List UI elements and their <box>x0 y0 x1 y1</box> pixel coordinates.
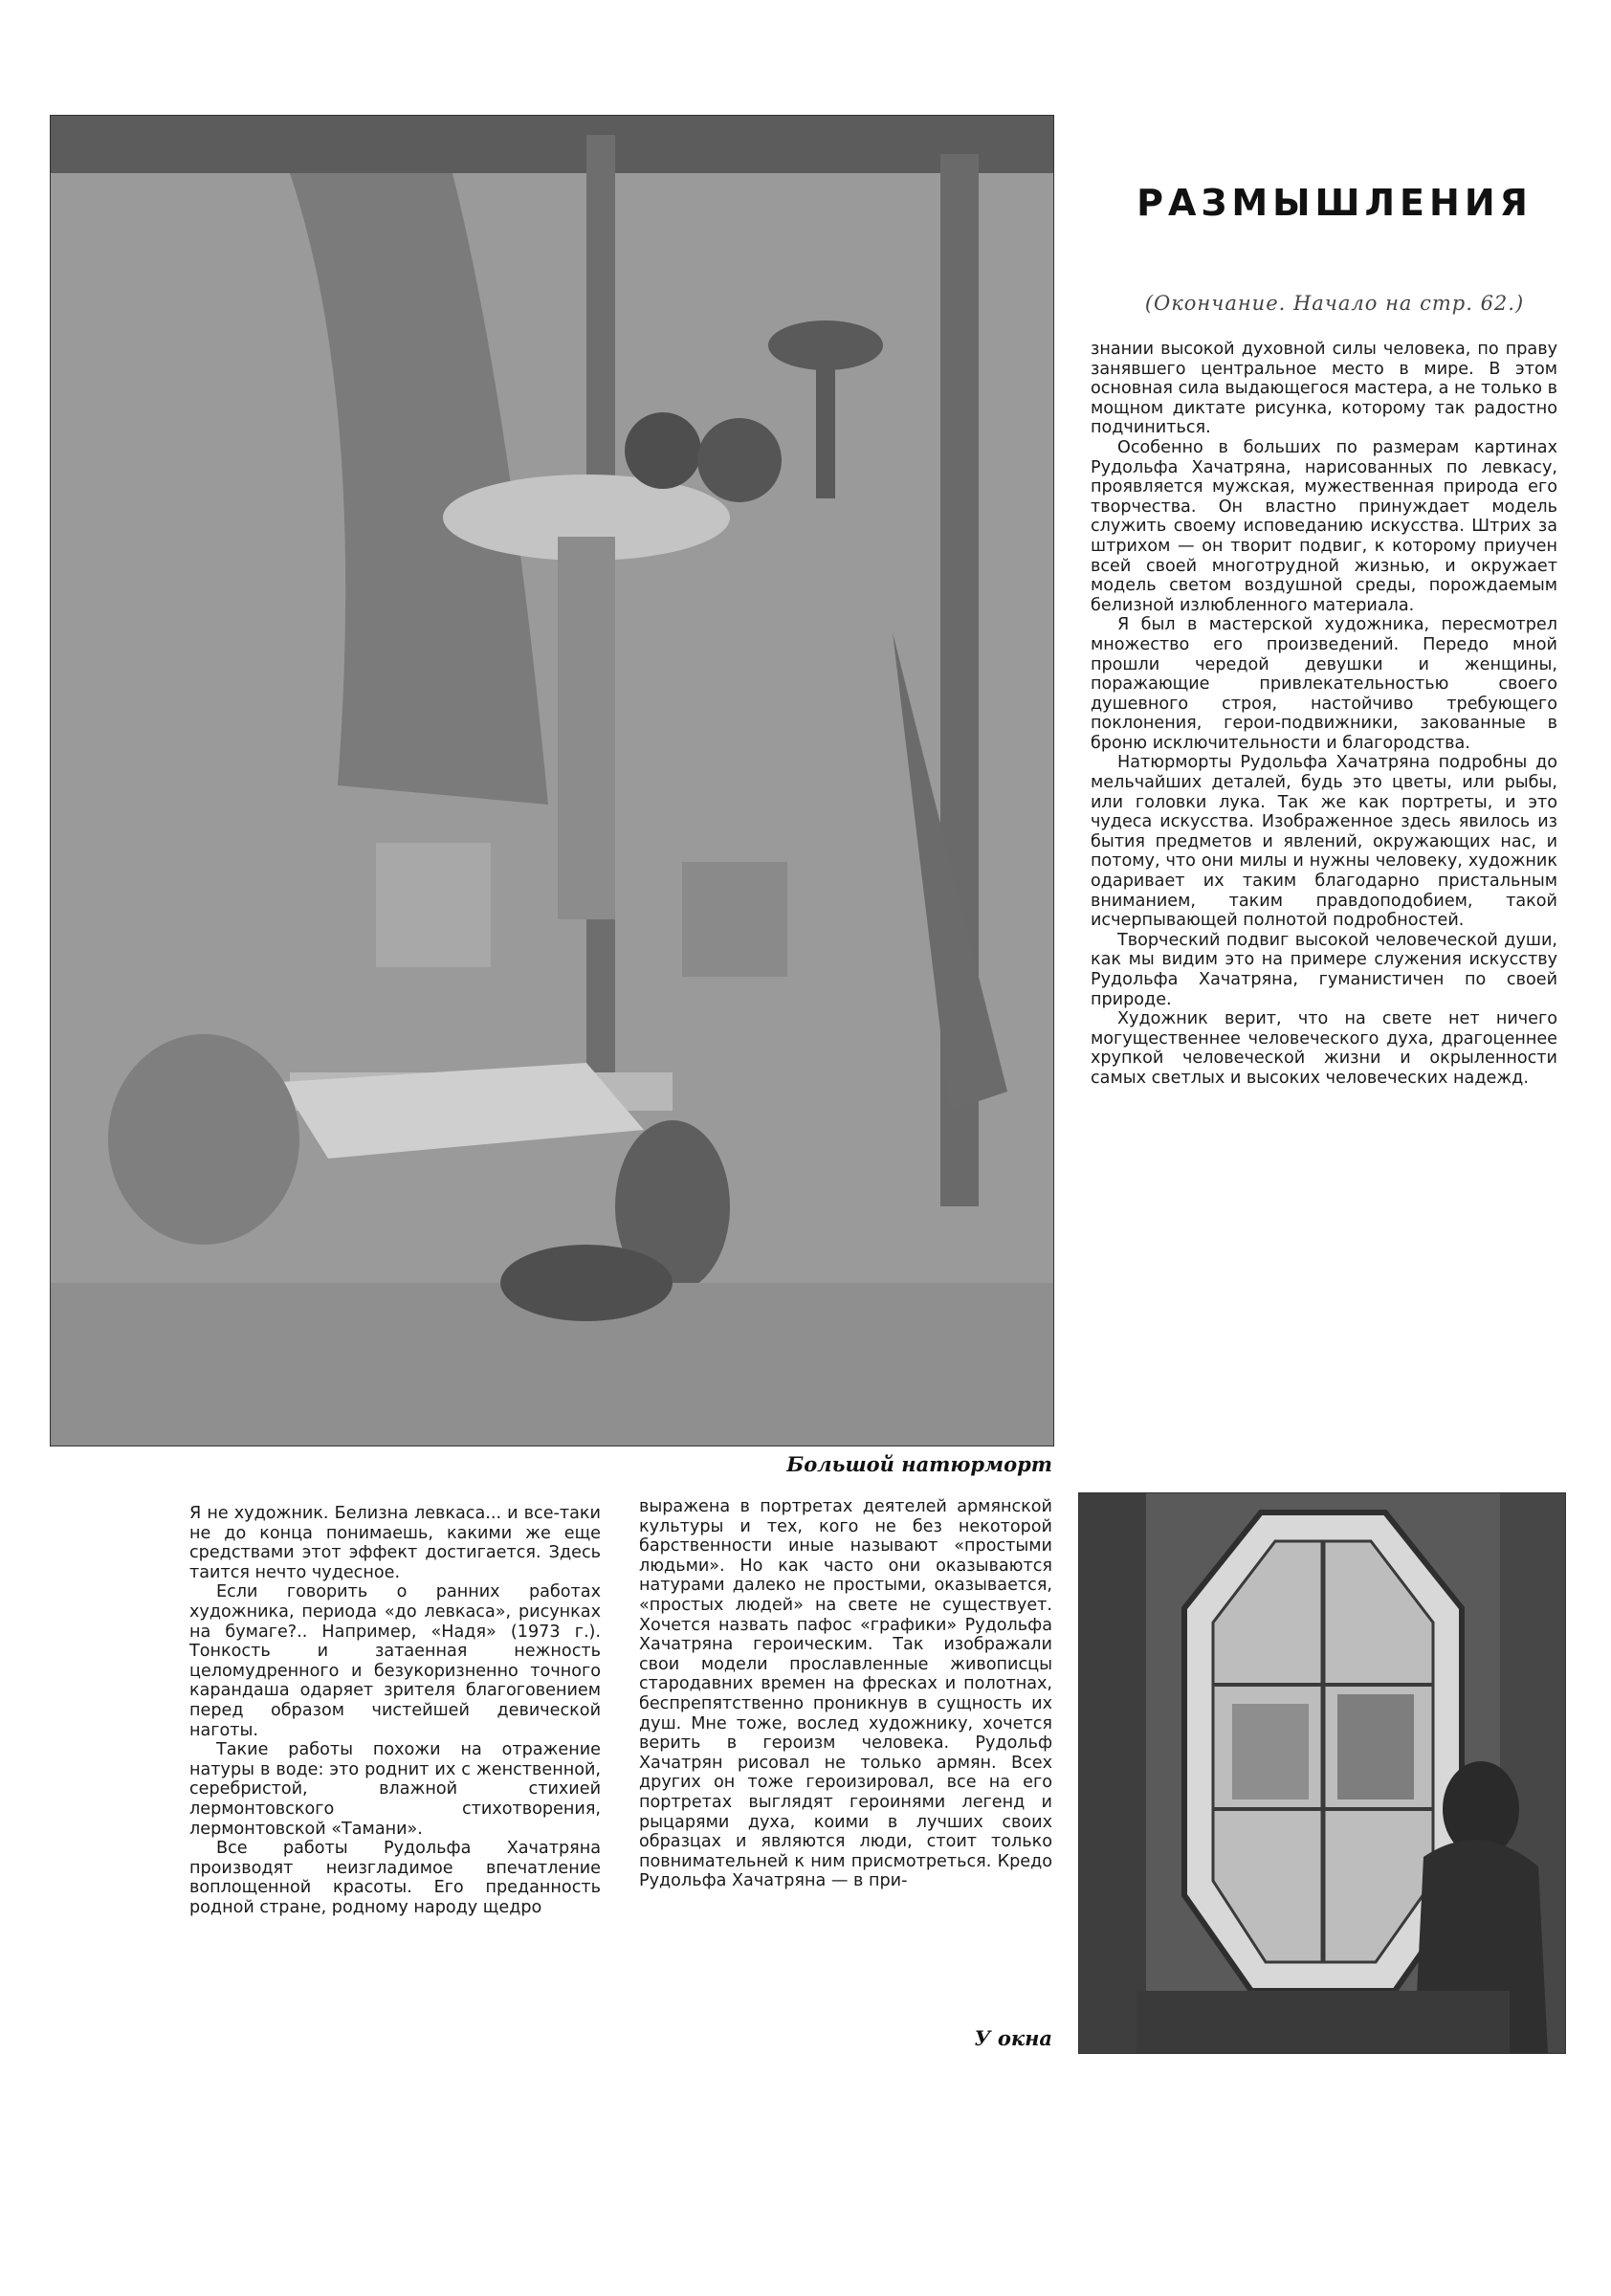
window-drawing <box>1079 1493 1565 2053</box>
paragraph: Все работы Рудольфа Хачатряна производят неизгладимое впечатление воплощенной красоты. Его преданность родной стране, родному народу щедро <box>189 1839 601 1917</box>
middle-text-column <box>639 1497 1052 1891</box>
paragraph: Я не художник. Белизна левкаса... и все-таки не до конца понимаешь, какими же еще средствами этот эффект достигается. Здесь таится нечто чудесное. <box>189 1504 601 1582</box>
right-text-column <box>1091 340 1557 1089</box>
window-caption: У окна <box>974 2026 1052 2050</box>
paragraph: Художник верит, что на свете нет ничего могущественнее человеческого духа, драгоценнее хрупкой человеческой жизни и окрыленности самых светлых и высоких человеческих надежд. <box>1091 1009 1557 1088</box>
paragraph: Такие работы похожи на отражение натуры в воде: это роднит их с женственной, серебристой, влажной стихией лермонтовского стихотворения, лермонтовской «Тамани». <box>189 1740 601 1839</box>
paragraph: Я был в мастерской художника, пересмотрел множество его произведений. Передо мной прошли чередой девушки и женщины, поражающие привлекательностью своего душевного строя, настойчиво требующего поклонения, герои-подвижники, закованные в броню исключительности и благородства. <box>1091 615 1557 753</box>
paragraph: Если говорить о ранних работах художника, периода «до левкаса», рисунках на бумаге?.. Например, «Надя» (1973 г.). Тонкость и затаенная нежность целомудренного и безукоризненно точного карандаша одаряет зрителя благоговением перед образом чистейшей девической наготы. <box>189 1582 601 1740</box>
article-title: РАЗМЫШЛЕНИЯ <box>1137 182 1533 224</box>
still-life-caption: Большой натюрморт <box>786 1452 1052 1476</box>
paragraph: выражена в портретах деятелей армянской культуры и тех, кого не без некоторой барственности иные называют «простыми людьми». Но как часто они оказываются натурами далеко не простыми, оказывается, «простых людей» на свете не существует. Хочется назвать пафос «графики» Рудольфа Хачатряна героическим. Так изображали свои модели прославленные живописцы стародавних времен на фресках и полотнах, беспрепятственно проникнув в сущность их душ. Мне тоже, вослед художнику, хочется верить в героизм человека. Рудольф Хачатрян рисовал не только армян. Всех других он тоже героизировал, все на его портретах выглядят героинями легенд и рыцарями духа, коими в лучших своих образцах и являются люди, стоит только повнимательней к ним присмотреться. Кредо Рудольфа Хачатряна — в при- <box>639 1497 1052 1891</box>
left-text-column <box>189 1504 601 1917</box>
paragraph: знании высокой духовной силы человека, по праву занявшего центральное место в мире. В этом основная сила выдающегося мастера, а не только в мощном диктате рисунка, которому так радостно подчиниться. <box>1091 340 1557 438</box>
article-subtitle: (Окончание. Начало на стр. 62.) <box>1144 292 1525 315</box>
paragraph: Натюрморты Рудольфа Хачатряна подробны до мельчайших деталей, будь это цветы, или рыбы, или головки лука. Так же как портреты, и это чудеса искусства. Изображенное здесь явилось из бытия предметов и явлений, окружающих нас, и потому, что они милы и нужны человеку, художник одаривает их таким благодарно пристальным вниманием, таким правдоподобием, такой исчерпывающей полнотой подробностей. <box>1091 753 1557 931</box>
paragraph: Творческий подвиг высокой человеческой души, как мы видим это на примере служения искусству Рудольфа Хачатряна, гуманистичен по своей природе. <box>1091 930 1557 1009</box>
paragraph: Особенно в больших по размерам картинах Рудольфа Хачатряна, нарисованных по левкасу, проявляется мужская, мужественная природа его творчества. Он властно принуждает модель служить своему исповеданию искусства. Штрих за штрихом — он творит подвиг, к которому приучен всей своей многотрудной жизнью, и окружает модель светом воздушной среды, порождаемым белизной излюбленного материала. <box>1091 437 1557 615</box>
still-life-illustration <box>50 115 1054 1446</box>
still-life-drawing <box>51 116 1053 1446</box>
window-illustration <box>1078 1492 1566 2054</box>
